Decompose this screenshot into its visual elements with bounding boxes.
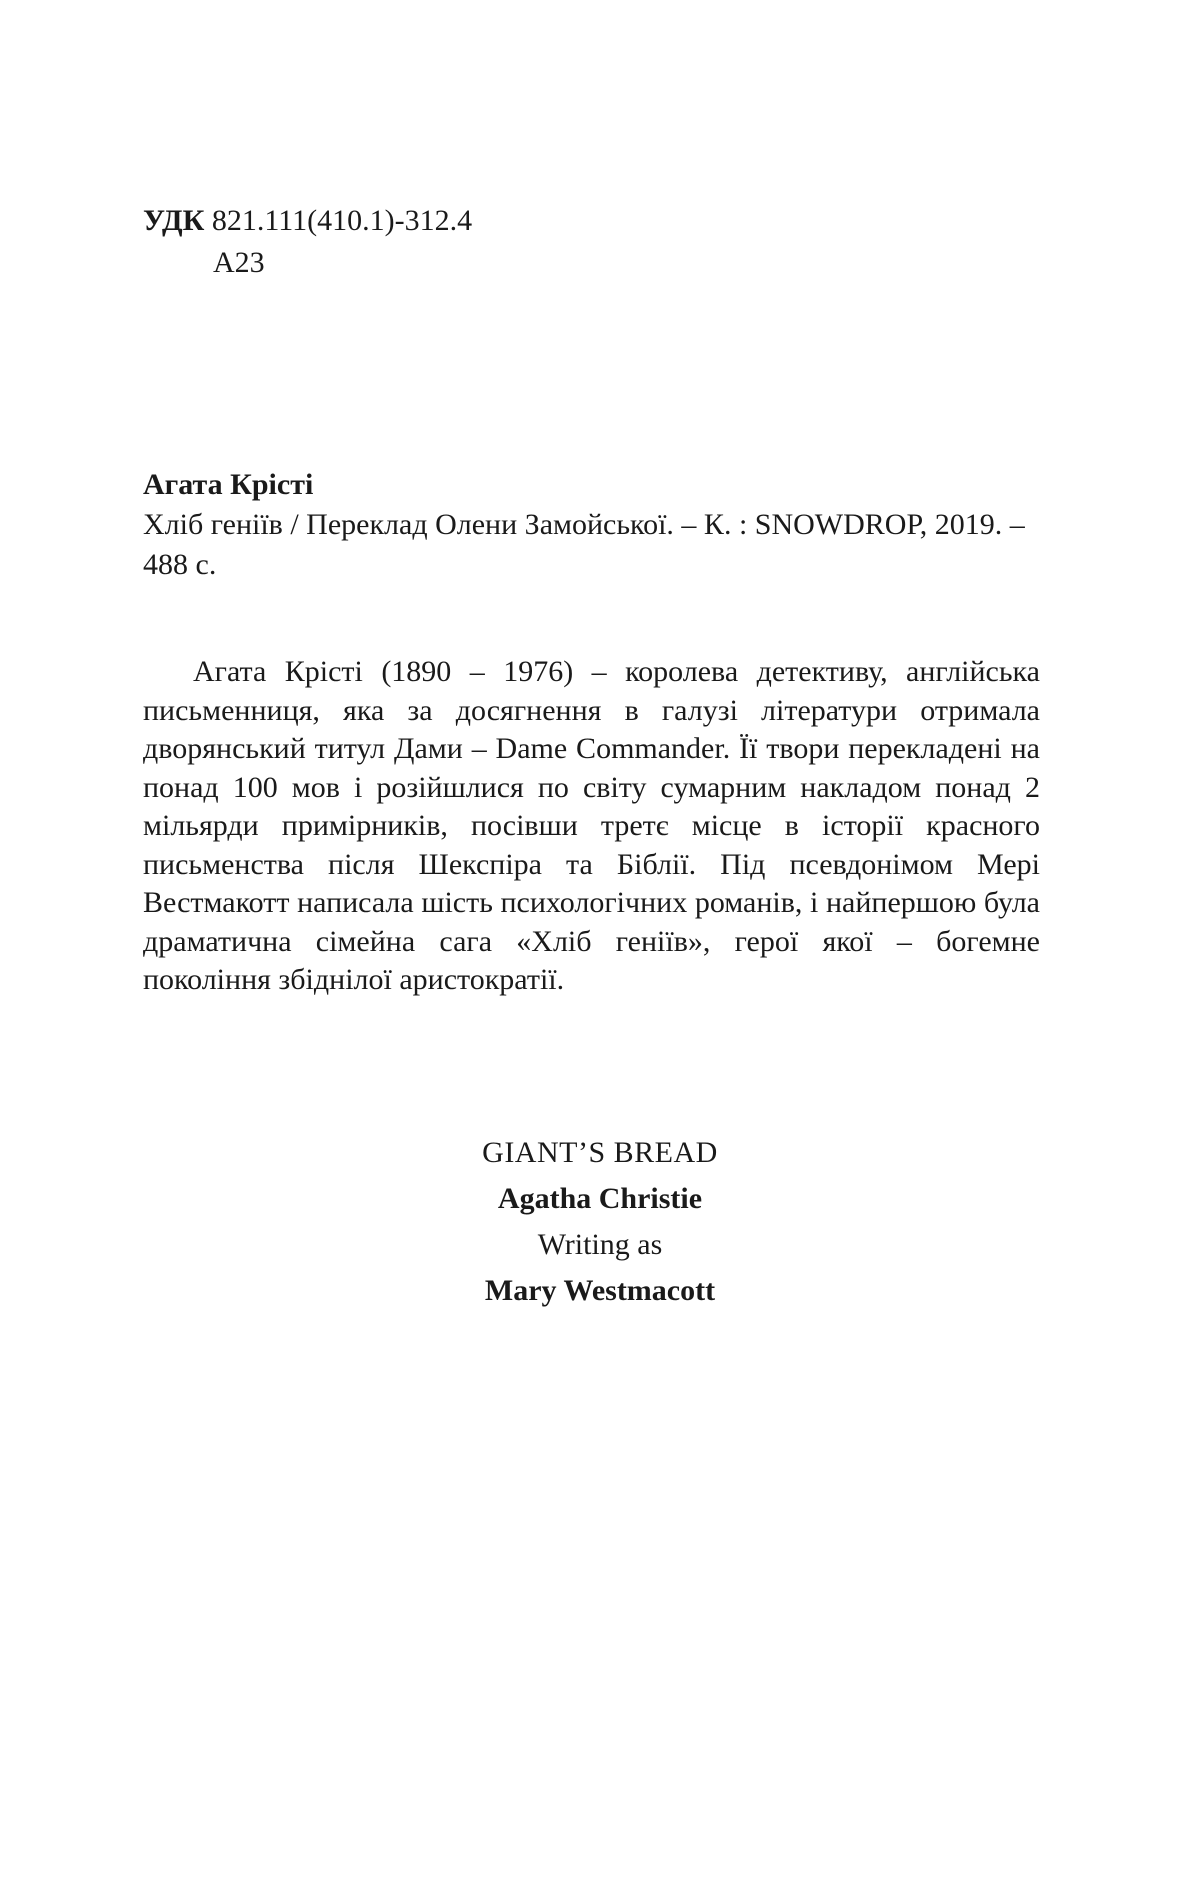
pseudonym: Mary Westmacott xyxy=(484,1274,716,1307)
bibliographic-entry: Хліб геніїв / Переклад Олени Замойської. – К. : SNOWDROP, 2019. – 488 с. xyxy=(143,508,1025,581)
bibliographic-author: Агата Крісті xyxy=(143,468,314,501)
annotation-paragraph: Агата Крісті (1890 – 1976) – королева детективу, англійська письменниця, яка за досягнення в галузі літератури отримала дворянський титул Дами – Dame Commander. Її твори перекладені на понад 100 мов і розійшлися по світу сумарним накладом понад 2 мільярди примірників, посівши третє місце в історії красного письменства після Шекспіра та Біблії. Під псевдонімом Мері Вестмакотт написала шість психологічних романів, і найпершою була драматична сімейна сага «Хліб геніїв», герої якої – богемне покоління збіднілої аристократії. xyxy=(143,655,1040,996)
original-edition-block xyxy=(400,1130,800,1314)
original-author: Agatha Christie xyxy=(497,1182,703,1215)
udk-code: 821.111(410.1)-312.4 xyxy=(211,204,473,237)
udk-block xyxy=(143,200,472,284)
original-title: GIANT’S BREAD xyxy=(482,1136,718,1169)
bibliographic-description xyxy=(143,465,1040,585)
writing-as-label: Writing as xyxy=(537,1228,663,1261)
udk-label: УДК xyxy=(143,204,205,237)
udk-line xyxy=(143,200,472,242)
author-sign: А23 xyxy=(213,246,265,279)
